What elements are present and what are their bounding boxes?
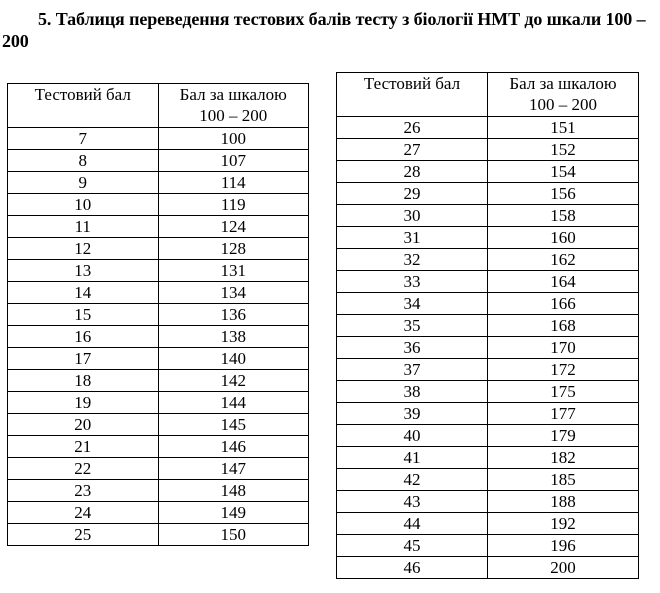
header-scale-score [488,73,639,117]
test-score-cell: 34 [337,293,488,315]
table-row [337,337,639,359]
table-row [337,491,639,513]
table-row [337,557,639,579]
header-scale-score-line2: 100 – 200 [529,95,597,114]
table-row [8,150,309,172]
test-score-cell: 43 [337,491,488,513]
header-scale-score-line2: 100 – 200 [199,106,268,125]
test-score-cell: 16 [8,326,159,348]
test-score-cell: 19 [8,392,159,414]
scale-score-cell: 119 [158,194,309,216]
table-row [8,502,309,524]
table-row [337,117,639,139]
table-row [8,348,309,370]
scale-score-cell: 172 [488,359,639,381]
test-score-cell: 42 [337,469,488,491]
scale-score-cell: 158 [488,205,639,227]
table-row [337,447,639,469]
test-score-cell: 32 [337,249,488,271]
table-row [8,194,309,216]
score-table-right [336,72,639,579]
table-row [8,216,309,238]
scale-score-cell: 160 [488,227,639,249]
document-title: 5. Таблиця переведення тестових балів тесту з біології НМТ до шкали 100 – 200 [2,9,646,51]
scale-score-cell: 148 [158,480,309,502]
table-row [8,524,309,546]
test-score-cell: 7 [8,128,159,150]
scale-score-cell: 142 [158,370,309,392]
header-test-score-label: Тестовий бал [34,85,131,104]
scale-score-cell: 175 [488,381,639,403]
table-row [337,205,639,227]
table-row [8,480,309,502]
table-row [337,183,639,205]
test-score-cell: 15 [8,304,159,326]
table-row [8,238,309,260]
test-score-cell: 28 [337,161,488,183]
test-score-cell: 39 [337,403,488,425]
scale-score-cell: 152 [488,139,639,161]
header-test-score [337,73,488,117]
table-row [8,128,309,150]
test-score-cell: 46 [337,557,488,579]
scale-score-cell: 188 [488,491,639,513]
test-score-cell: 33 [337,271,488,293]
test-score-cell: 21 [8,436,159,458]
test-score-cell: 44 [337,513,488,535]
score-table-left [7,83,309,546]
table-row [8,282,309,304]
table-row [337,249,639,271]
scale-score-cell: 182 [488,447,639,469]
scale-score-cell: 196 [488,535,639,557]
table-row [337,227,639,249]
test-score-cell: 24 [8,502,159,524]
test-score-cell: 31 [337,227,488,249]
header-scale-score-line1: Бал за шкалою [509,74,617,93]
test-score-cell: 30 [337,205,488,227]
test-score-cell: 37 [337,359,488,381]
scale-score-cell: 144 [158,392,309,414]
table-row [337,139,639,161]
test-score-cell: 10 [8,194,159,216]
scale-score-cell: 107 [158,150,309,172]
header-scale-score-line1: Бал за шкалою [179,85,287,104]
table-row [337,315,639,337]
scale-score-cell: 154 [488,161,639,183]
test-score-cell: 11 [8,216,159,238]
scale-score-cell: 179 [488,425,639,447]
table-row [8,260,309,282]
table-row [8,304,309,326]
test-score-cell: 27 [337,139,488,161]
table-row [8,436,309,458]
test-score-cell: 29 [337,183,488,205]
table-row [337,469,639,491]
test-score-cell: 41 [337,447,488,469]
scale-score-cell: 185 [488,469,639,491]
table-header-row [337,73,639,117]
test-score-cell: 22 [8,458,159,480]
test-score-cell: 8 [8,150,159,172]
table-row [337,513,639,535]
scale-score-cell: 145 [158,414,309,436]
scale-score-cell: 150 [158,524,309,546]
scale-score-cell: 149 [158,502,309,524]
scale-score-cell: 124 [158,216,309,238]
scale-score-cell: 136 [158,304,309,326]
scale-score-cell: 151 [488,117,639,139]
scale-score-cell: 100 [158,128,309,150]
test-score-cell: 36 [337,337,488,359]
table-row [337,293,639,315]
scale-score-cell: 138 [158,326,309,348]
test-score-cell: 18 [8,370,159,392]
test-score-cell: 20 [8,414,159,436]
scale-score-cell: 147 [158,458,309,480]
scale-score-cell: 128 [158,238,309,260]
scale-score-cell: 146 [158,436,309,458]
table-body [337,117,639,579]
test-score-cell: 40 [337,425,488,447]
header-scale-score [158,84,309,128]
test-score-cell: 12 [8,238,159,260]
table-row [8,392,309,414]
scale-score-cell: 164 [488,271,639,293]
table-row [8,414,309,436]
test-score-cell: 45 [337,535,488,557]
scale-score-cell: 114 [158,172,309,194]
test-score-cell: 23 [8,480,159,502]
scale-score-cell: 170 [488,337,639,359]
table-row [337,161,639,183]
header-test-score-label: Тестовий бал [363,74,461,93]
table-row [8,458,309,480]
test-score-cell: 17 [8,348,159,370]
table-row [337,403,639,425]
table-row [337,535,639,557]
test-score-cell: 35 [337,315,488,337]
table-row [337,359,639,381]
table-row [8,326,309,348]
scale-score-cell: 192 [488,513,639,535]
scale-score-cell: 177 [488,403,639,425]
test-score-cell: 25 [8,524,159,546]
header-test-score [8,84,159,128]
table-row [337,381,639,403]
scale-score-cell: 131 [158,260,309,282]
table-header-row [8,84,309,128]
table-body [8,128,309,546]
scale-score-cell: 200 [488,557,639,579]
test-score-cell: 26 [337,117,488,139]
table-row [8,370,309,392]
scale-score-cell: 134 [158,282,309,304]
test-score-cell: 38 [337,381,488,403]
table-row [337,425,639,447]
test-score-cell: 14 [8,282,159,304]
scale-score-cell: 168 [488,315,639,337]
scale-score-cell: 140 [158,348,309,370]
table-row [8,172,309,194]
test-score-cell: 13 [8,260,159,282]
table-row [337,271,639,293]
test-score-cell: 9 [8,172,159,194]
scale-score-cell: 156 [488,183,639,205]
scale-score-cell: 166 [488,293,639,315]
scale-score-cell: 162 [488,249,639,271]
